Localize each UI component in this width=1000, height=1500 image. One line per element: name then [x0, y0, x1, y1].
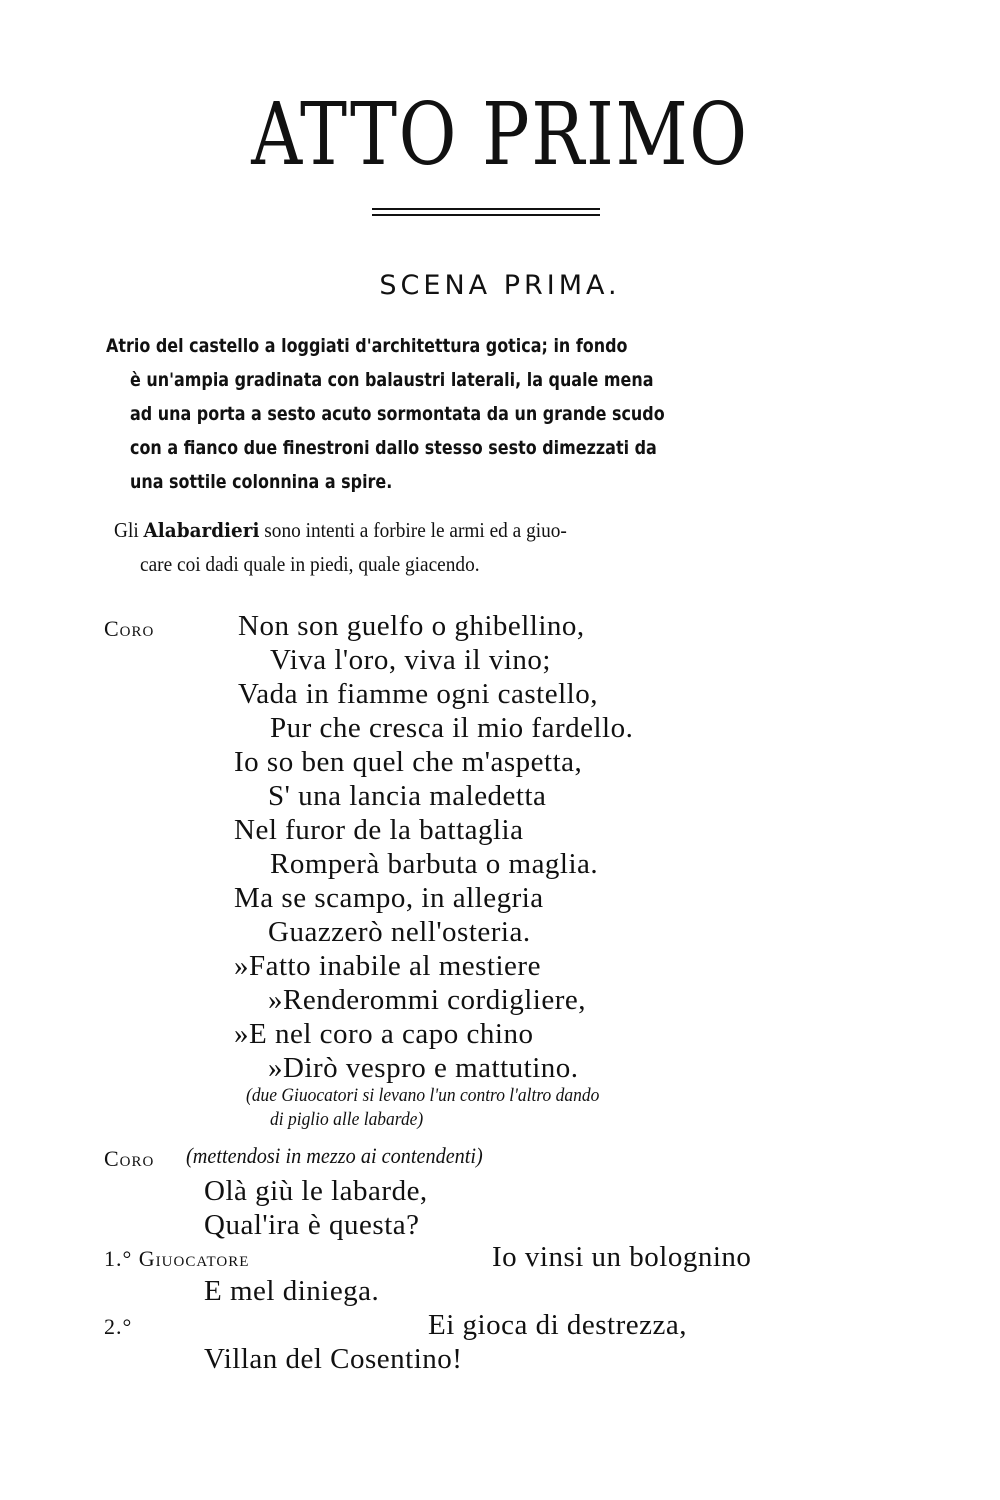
verse-line: Romperà barbuta o maglia.: [270, 848, 599, 880]
title-rule-bottom: [372, 214, 600, 216]
action-line: [114, 515, 567, 545]
verse-line: Nel furor de la battaglia: [234, 814, 524, 846]
verse-line: »Dirò vespro e mattutino.: [268, 1052, 579, 1084]
speaker-name: 2.°: [104, 1314, 133, 1339]
action-line: care coi dadi quale in piedi, quale giacendo.: [140, 552, 480, 576]
direction-line: (due Giuocatori si levano l'un contro l'altro dando: [246, 1085, 600, 1106]
act-title: ATTO PRIMO: [251, 85, 749, 185]
stage-direction-inline: (mettendosi in mezzo ai contendenti): [186, 1143, 483, 1168]
verse-line: Ma se scampo, in allegria: [234, 882, 544, 914]
title-rule-top: [372, 208, 600, 210]
verse-line: »Renderommi cordigliere,: [268, 984, 587, 1016]
stage-line: con a fianco due finestroni dallo stesso sesto dimezzati da: [130, 437, 657, 459]
scene-heading: SCENA PRIMA.: [379, 270, 621, 301]
verse-line: Viva l'oro, viva il vino;: [270, 644, 551, 676]
verse-line: Ei gioca di destrezza,: [428, 1309, 687, 1341]
speaker-name: Coro: [104, 616, 155, 641]
verse-line: Olà giù le labarde,: [204, 1175, 428, 1207]
stage-line: Atrio del castello a loggiati d'architettura gotica; in fondo: [106, 335, 628, 357]
stage-line: una sottile colonnina a spire.: [130, 471, 393, 493]
verse-line: Villan del Cosentino!: [204, 1343, 463, 1375]
verse-line: Guazzerò nell'osteria.: [268, 916, 531, 948]
action-prefix: Gli: [114, 518, 139, 542]
verse-line: E mel diniega.: [204, 1275, 380, 1307]
character-name: Alabardieri: [143, 518, 260, 542]
verse-line: »E nel coro a capo chino: [234, 1018, 534, 1050]
verse-line: S' una lancia maledetta: [268, 780, 547, 812]
direction-line: di piglio alle labarde): [270, 1109, 424, 1130]
action-text: sono intenti a forbire le armi ed a giuo-: [264, 518, 567, 542]
speaker-name: 1.° Giuocatore: [104, 1246, 250, 1271]
verse-line: Io vinsi un bolognino: [492, 1241, 752, 1273]
verse-line: Vada in fiamme ogni castello,: [238, 678, 598, 710]
stage-line: è un'ampia gradinata con balaustri laterali, la quale mena: [130, 369, 654, 391]
verse-line: »Fatto inabile al mestiere: [234, 950, 541, 982]
stage-line: ad una porta a sesto acuto sormontata da un grande scudo: [130, 403, 665, 425]
verse-line: Pur che cresca il mio fardello.: [270, 712, 634, 744]
verse-line: Qual'ira è questa?: [204, 1209, 420, 1241]
verse-line: Non son guelfo o ghibellino,: [238, 610, 585, 642]
verse-line: Io so ben quel che m'aspetta,: [234, 746, 583, 778]
speaker-name: Coro: [104, 1146, 155, 1171]
